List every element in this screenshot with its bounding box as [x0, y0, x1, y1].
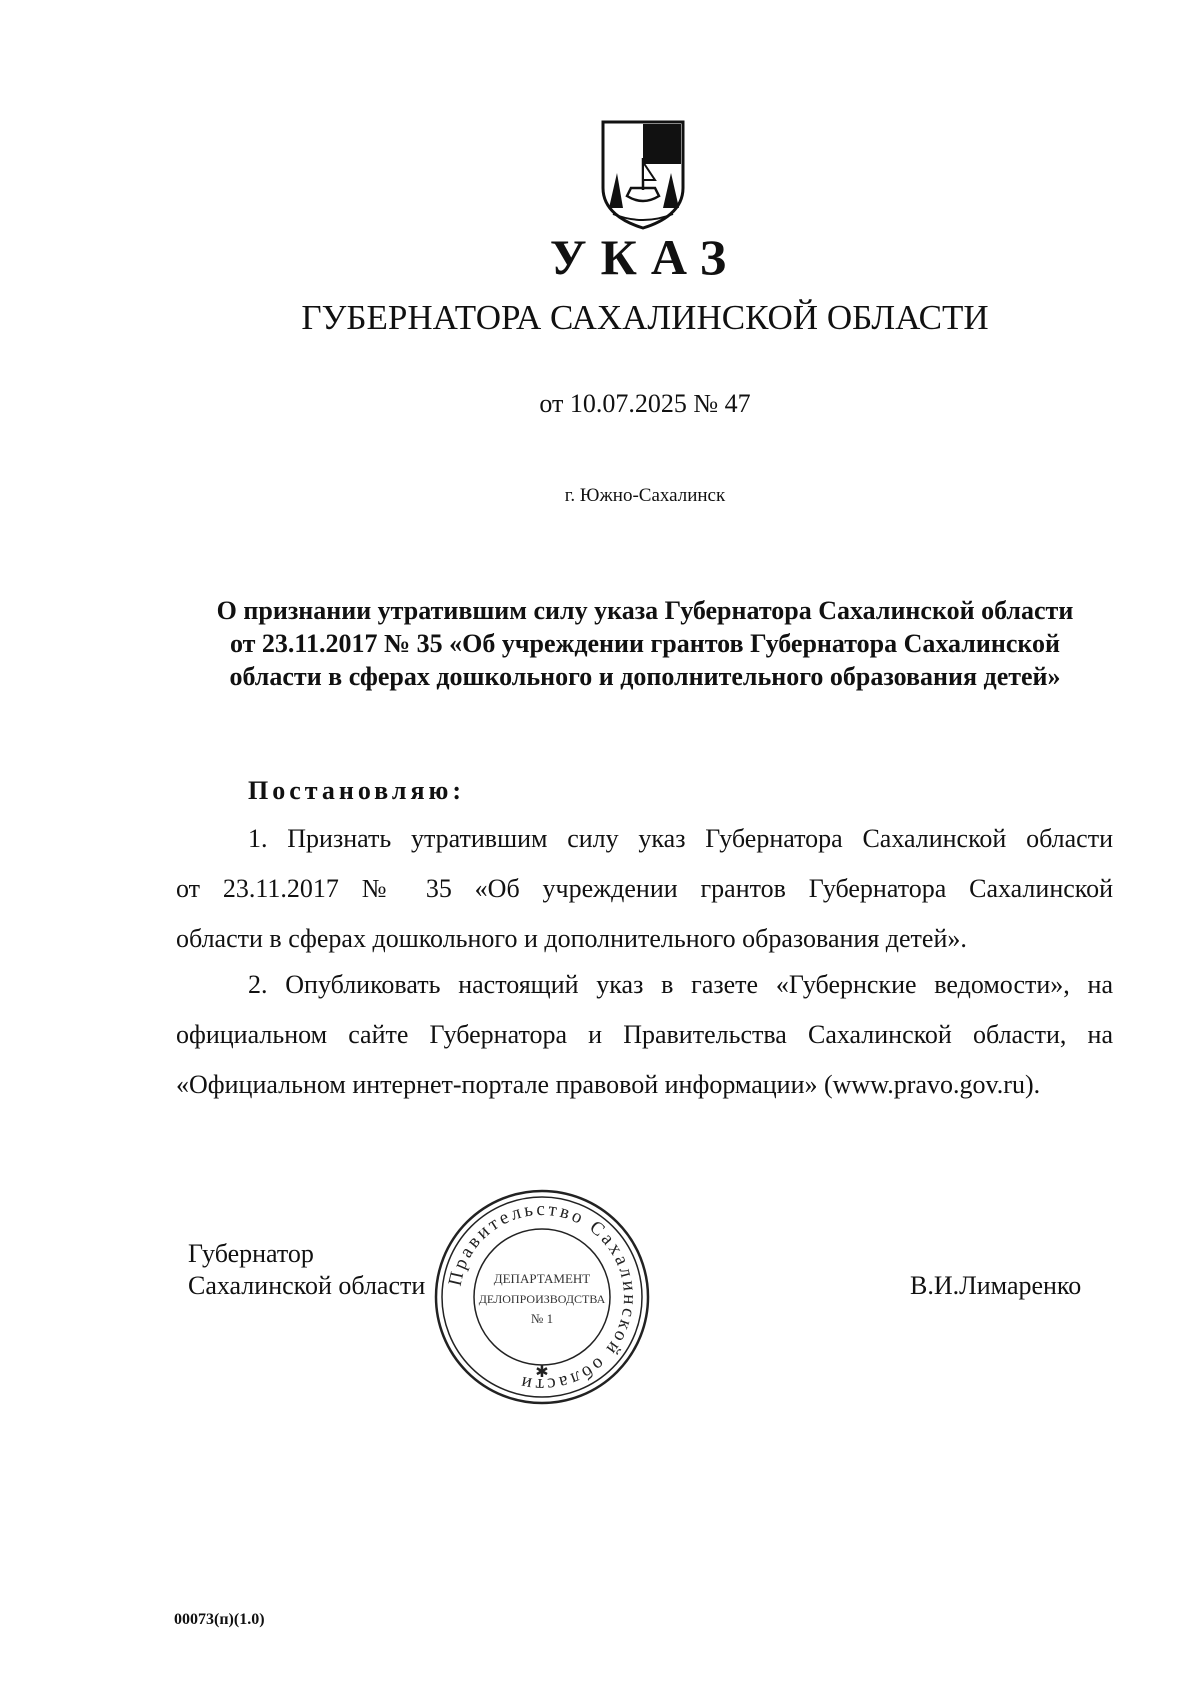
paragraph-2 — [176, 960, 1113, 1110]
form-code: 00073(п)(1.0) — [174, 1611, 265, 1628]
stamp-center-line: ДЕПАРТАМЕНТ — [493, 1271, 591, 1286]
paragraph-line: «Официальном интернет-портале правовой информации» (www.pravo.gov.ru). — [176, 1070, 1041, 1099]
document-heading — [180, 594, 1110, 693]
stamp-star-icon: ✱ — [535, 1364, 549, 1381]
signatory-title — [188, 1238, 425, 1302]
paragraph-line: официальном сайте Губернатора и Правительства Сахалинской области, на — [176, 1020, 1113, 1049]
signatory-title-line: Сахалинской области — [188, 1271, 426, 1300]
document-subtitle: ГУБЕРНАТОРА САХАЛИНСКОЙ ОБЛАСТИ — [301, 298, 989, 337]
document-place: г. Южно-Сахалинск — [564, 485, 726, 506]
heading-line: от 23.11.2017 № 35 «Об учреждении грантов Губернатора Сахалинской — [230, 629, 1060, 658]
document-title: УКАЗ — [549, 229, 741, 285]
heading-line: области в сферах дошкольного и дополнительного образования детей» — [229, 662, 1061, 691]
paragraph-line: 1. Признать утратившим силу указ Губернатора Сахалинской области — [248, 824, 1113, 853]
signatory-name: В.И.Лимаренко — [910, 1271, 1082, 1300]
paragraph-1 — [176, 814, 1113, 964]
paragraph-line: от 23.11.2017 № 35 «Об учреждении грантов Губернатора Сахалинской — [176, 874, 1113, 903]
coat-of-arms-icon — [599, 118, 687, 230]
signatory-title-line: Губернатор — [188, 1239, 314, 1268]
stamp-center-line: ДЕЛОПРОИЗВОДСТВА — [478, 1292, 606, 1306]
document-date-number: от 10.07.2025 № 47 — [539, 389, 751, 418]
paragraph-line: области в сферах дошкольного и дополнительного образования детей». — [176, 924, 967, 953]
paragraph-line: 2. Опубликовать настоящий указ в газете «Губернские ведомости», на — [248, 970, 1113, 999]
stamp-ring-text: Правительство Сахалинской области — [444, 1198, 641, 1396]
official-seal-stamp — [430, 1185, 654, 1409]
decree-word: Постановляю: — [248, 776, 466, 805]
heading-line: О признании утратившим силу указа Губернатора Сахалинской области — [216, 596, 1074, 625]
stamp-center-line: № 1 — [530, 1311, 554, 1326]
